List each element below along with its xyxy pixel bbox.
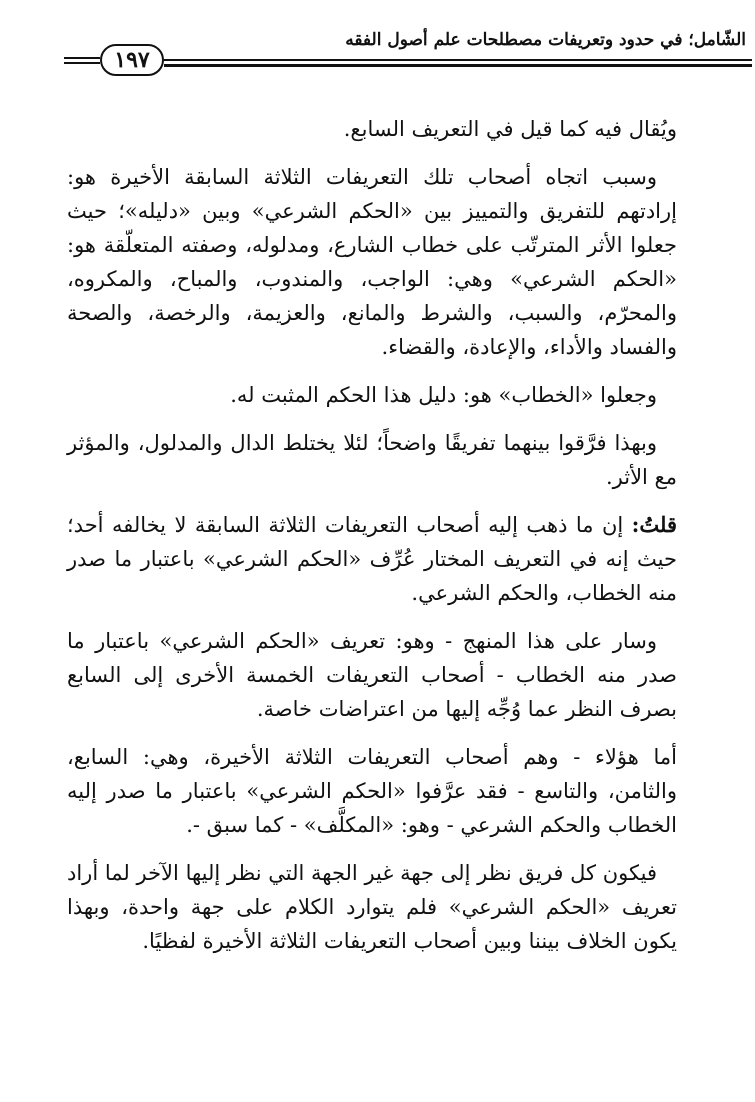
paragraph: [67, 112, 677, 146]
running-title: الشّامل؛ في حدود وتعريفات مصطلحات علم أصول الفقه: [345, 30, 746, 50]
paragraph-text: وجعلوا «الخطاب» هو: دليل هذا الحكم المثبت له.: [230, 383, 657, 407]
paragraph: [67, 160, 677, 364]
paragraph: [67, 856, 677, 958]
paragraph-text: وسبب اتجاه أصحاب تلك التعريفات الثلاثة السابقة الأخيرة هو: إرادتهم للتفريق والتمييز بين «الحكم الشرعي» وبين «دليله»؛ حيث جعلوا الأثر المترتّب على خطاب الشارع، ومدلوله، وصفته المتعلّقة هو: «الحكم الشرعي» وهي: الواجب، والمندوب، والمباح، والمكروه، والمحرّم، والسبب، والشرط والمانع، والعزيمة، والرخصة، والصحة والفساد والأداء، والإعادة، والقضاء.: [67, 165, 677, 359]
paragraph-text: ويُقال فيه كما قيل في التعريف السابع.: [343, 117, 677, 141]
page-header: [62, 28, 752, 88]
paragraph-text: وبهذا فرَّقوا بينهما تفريقًا واضحاً؛ لئلا يختلط الدال والمدلول، والمؤثر مع الأثر.: [67, 431, 677, 489]
paragraph-lead: قلتُ:: [631, 512, 677, 537]
paragraph: [67, 426, 677, 494]
paragraph-text: وسار على هذا المنهج - وهو: تعريف «الحكم الشرعي» باعتبار ما صدر منه الخطاب - أصحاب التعريفات الخمسة الأخرى إلى السابع بصرف النظر عما وُجِّه إليها من اعتراضات خاصة.: [67, 629, 677, 721]
paragraph: [67, 508, 677, 610]
paragraph-text: أما هؤلاء - وهم أصحاب التعريفات الثلاثة الأخيرة، وهي: السابع، والثامن، والتاسع - فقد عرَّفوا «الحكم الشرعي» باعتبار ما صدر إليه الخطاب والحكم الشرعي - وهو: «المكلَّف» - كما سبق -.: [67, 745, 677, 837]
page-number: ١٩٧: [100, 44, 164, 76]
paragraph: [67, 740, 677, 842]
paragraph-text: إن ما ذهب إليه أصحاب التعريفات الثلاثة السابقة لا يخالفه أحد؛ حيث إنه في التعريف المختار عُرِّف «الحكم الشرعي» باعتبار ما صدر منه الخطاب، والحكم الشرعي.: [67, 513, 677, 605]
paragraph: [67, 378, 677, 412]
page-body: [67, 112, 677, 972]
paragraph-text: فيكون كل فريق نظر إلى جهة غير الجهة التي نظر إليها الآخر لما أراد تعريف «الحكم الشرعي» فلم يتوارد الكلام على جهة واحدة، وبهذا يكون الخلاف بيننا وبين أصحاب التعريفات الثلاثة الأخيرة لفظيًا.: [67, 861, 677, 953]
header-rule-thick: [164, 64, 752, 67]
header-rule: [164, 59, 752, 61]
paragraph: [67, 624, 677, 726]
